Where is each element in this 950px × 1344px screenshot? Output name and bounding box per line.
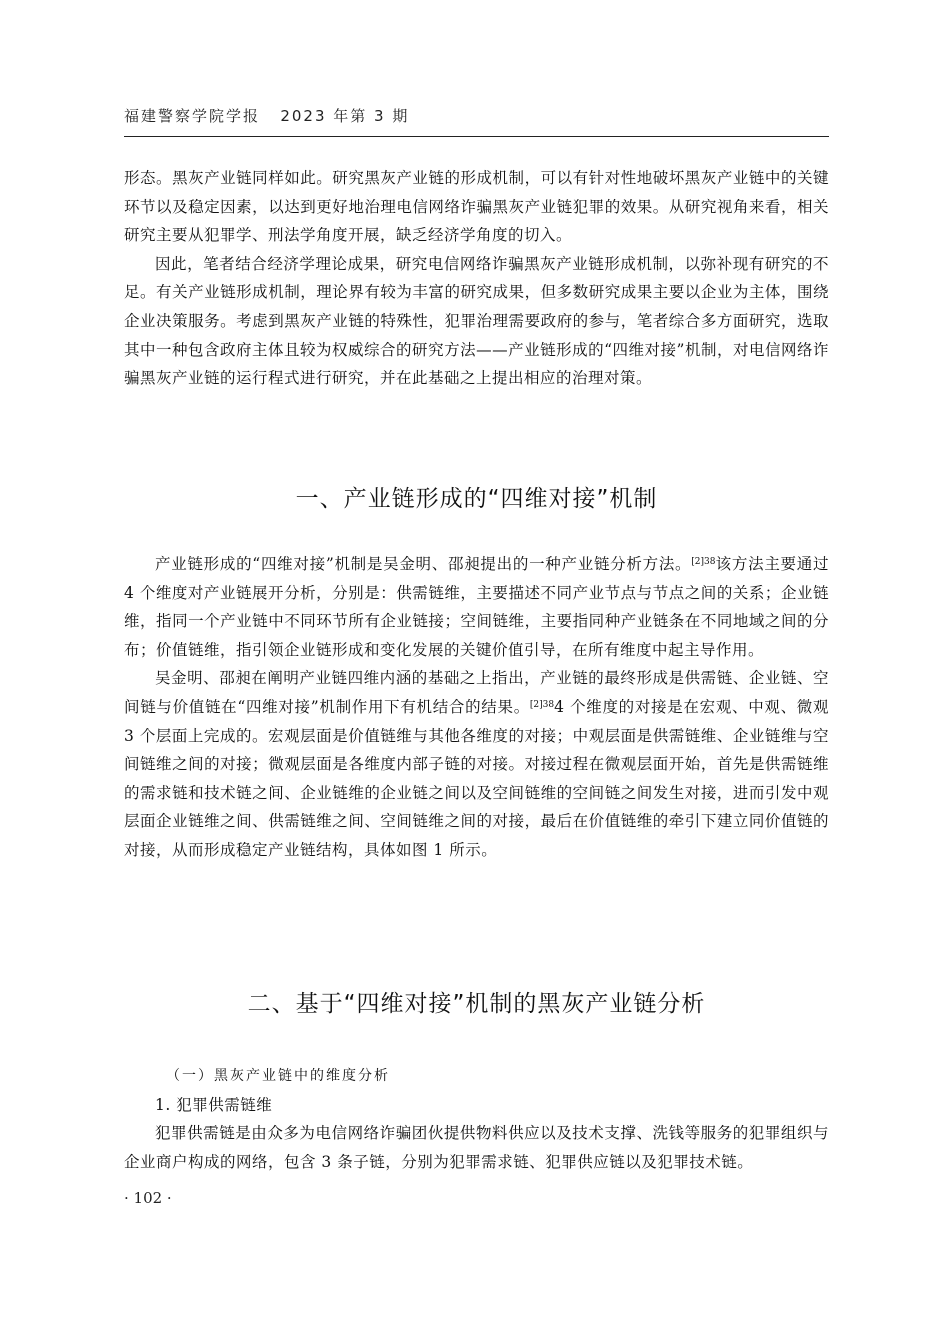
journal-name: 福建警察学院学报 (124, 107, 261, 125)
header-rule (124, 136, 829, 137)
section-2-text-block (124, 1062, 829, 1176)
issue-label: 2023 年第 3 期 (280, 107, 410, 125)
running-header (124, 105, 829, 126)
paragraph-text: 4 个维度的对接是在宏观、中观、微观 3 个层面上完成的。宏观层面是价值链维与其他各维度的对接；中观层面是供需链维、企业链维与空间链维之间的对接；微观层面是各维度内部子链的对接。对接过程在微观层面开始，首先是供需链维的需求链和技术链之间、企业链维的企业链之间以及空间链维的空间链之间发生对接，进而引发中观层面企业链维之间、供需链维之间、空间链维之间的对接，最后在价值链维的牵引下建立同价值链的对接，从而形成稳定产业链结构，具体如图 1 所示。 (124, 697, 829, 859)
paragraph-text: 吴金明、邵昶在阐明产业链四维内涵的基础之上指出，产业链的最终形成是供需链、企业链、空间链与价值链在“四维对接”机制作用下有机结合的结果。 (124, 669, 829, 716)
section-1-text-block (124, 550, 829, 865)
intro-text-block (124, 164, 829, 393)
paragraph: 犯罪供需链是由众多为电信网络诈骗团伙提供物料供应以及技术支撑、洗钱等服务的犯罪组织与企业商户构成的网络，包含 3 条子链，分别为犯罪需求链、犯罪供应链以及犯罪技术链。 (124, 1124, 829, 1171)
citation: [2]38 (529, 699, 555, 710)
paragraph (124, 664, 829, 864)
paragraph-text: 该方法主要通过 4 个维度对产业链展开分析，分别是：供需链维，主要描述不同产业节点与节点之间的关系；企业链维，指同一个产业链中不同环节所有企业链接；空间链维，主要指同种产业链条在不同地域之间的分布；价值链维，指引领企业链形成和变化发展的关键价值引导，在所有维度中起主导作用。 (124, 555, 829, 659)
paragraph: 形态。黑灰产业链同样如此。研究黑灰产业链的形成机制，可以有针对性地破坏黑灰产业链中的关键环节以及稳定因素，以达到更好地治理电信网络诈骗黑灰产业链犯罪的效果。从研究视角来看，相关研究主要从犯罪学、刑法学角度开展，缺乏经济学角度的切入。 (124, 169, 829, 245)
section-heading-2: 二、基于“四维对接”机制的黑灰产业链分析 (247, 991, 706, 1017)
section-heading-1: 一、产业链形成的“四维对接”机制 (295, 486, 658, 512)
item-heading: 1. 犯罪供需链维 (155, 1095, 273, 1114)
paragraph-text: 产业链形成的“四维对接”机制是吴金明、邵昶提出的一种产业链分析方法。 (155, 555, 692, 573)
page-number: · 102 · (124, 1189, 172, 1207)
citation: [2]38 (691, 557, 716, 567)
paragraph (124, 550, 829, 664)
paragraph: 因此，笔者结合经济学理论成果，研究电信网络诈骗黑灰产业链形成机制，以弥补现有研究的不足。有关产业链形成机制，理论界有较为丰富的研究成果，但多数研究成果主要以企业为主体，围绕企业决策服务。考虑到黑灰产业链的特殊性，犯罪治理需要政府的参与，笔者综合多方面研究，选取其中一种包含政府主体且较为权威综合的研究方法——产业链形成的“四维对接”机制，对电信网络诈骗黑灰产业链的运行程式进行研究，并在此基础之上提出相应的治理对策。 (124, 254, 829, 388)
subsection-heading: （一）黑灰产业链中的维度分析 (166, 1068, 390, 1084)
